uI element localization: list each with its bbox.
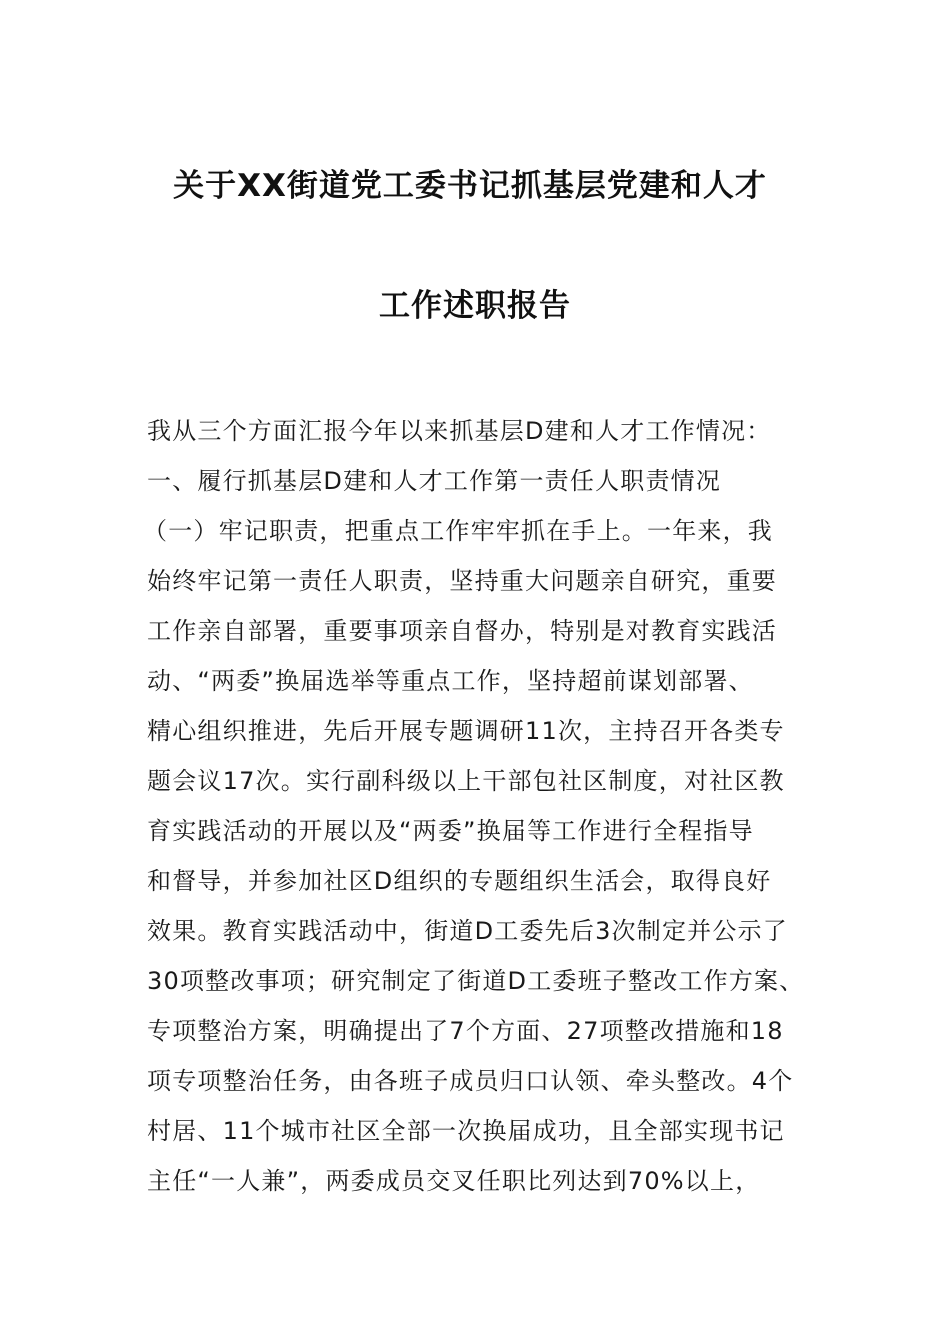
body-line: 和督导，并参加社区D组织的专题组织生活会，取得良好: [147, 867, 772, 895]
document-title-line-1: 关于XX街道党工委书记抓基层党建和人才: [173, 168, 767, 204]
body-line: 我从三个方面汇报今年以来抓基层D建和人才工作情况：: [147, 417, 772, 445]
body-line: 主任“一人兼”，两委成员交叉任职比列达到70%以上，: [147, 1167, 761, 1195]
body-line: 题会议17次。实行副科级以上干部包社区制度，对社区教: [147, 767, 785, 795]
body-line: 效果。教育实践活动中，街道D工委先后3次制定并公示了: [147, 917, 788, 945]
body-line: 工作亲自部署，重要事项亲自督办，特别是对教育实践活: [147, 617, 777, 645]
body-line: 精心组织推进，先后开展专题调研11次，主持召开各类专: [147, 717, 785, 745]
body-line: 项专项整治任务，由各班子成员归口认领、牵头整改。4个: [147, 1067, 794, 1095]
body-line: 动、“两委”换届选举等重点工作，坚持超前谋划部署、: [147, 667, 754, 695]
body-line: 始终牢记第一责任人职责，坚持重大问题亲自研究，重要: [147, 567, 777, 595]
subsection-heading: （一）牢记职责，把重点工作牢牢抓在手上。一年来，我: [143, 517, 773, 545]
body-line: 村居、11个城市社区全部一次换届成功，且全部实现书记: [147, 1117, 785, 1145]
body-line: 30项整改事项；研究制定了街道D工委班子整改工作方案、: [147, 967, 805, 995]
body-line: 专项整治方案，明确提出了7个方面、27项整改措施和18: [147, 1017, 784, 1045]
document-body: [143, 414, 837, 1214]
document-title-line-2: 工作述职报告: [379, 288, 571, 324]
section-heading: 一、履行抓基层D建和人才工作第一责任人职责情况: [147, 467, 722, 495]
body-line: 育实践活动的开展以及“两委”换届等工作进行全程指导: [147, 817, 754, 845]
